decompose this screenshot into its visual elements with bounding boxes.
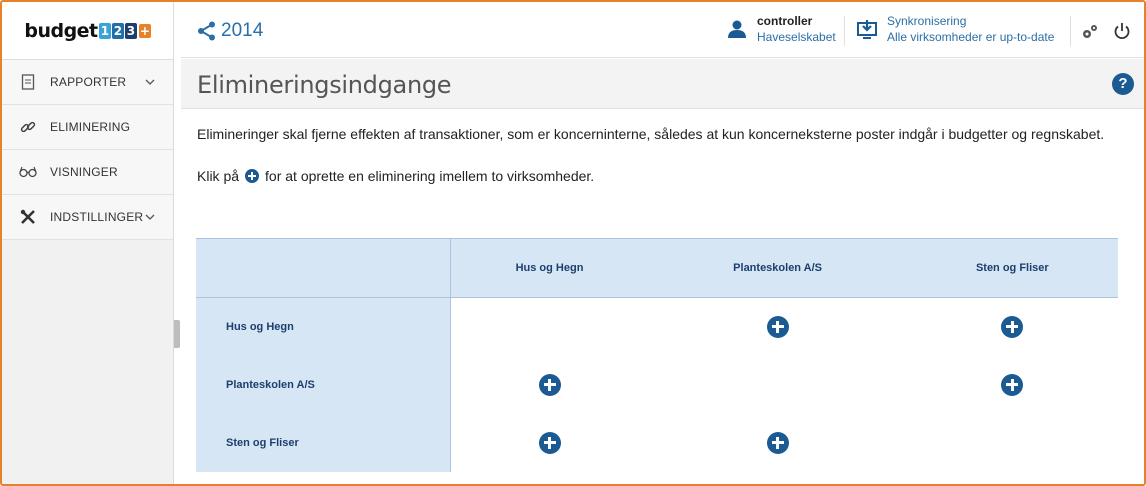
sidebar-item-indstillinger[interactable] bbox=[2, 195, 173, 240]
hint-text-after: for at oprette en eliminering imellem to virksomheder. bbox=[265, 168, 595, 184]
sync-status[interactable] bbox=[857, 14, 1054, 44]
matrix-corner bbox=[196, 239, 450, 298]
tools-icon bbox=[18, 207, 38, 227]
matrix-cell bbox=[649, 298, 907, 356]
logo-word: budget bbox=[24, 19, 98, 42]
page-description: Elimineringer skal fjerne effekten af transaktioner, som er koncerninterne, således at kun koncerneksterne poster indgår i budgetter og regnskabet. bbox=[197, 126, 1105, 142]
matrix-cell bbox=[649, 356, 907, 414]
logo-digit: 2 bbox=[112, 23, 124, 39]
document-icon bbox=[18, 72, 38, 92]
plus-circle-icon bbox=[245, 169, 259, 183]
logo-area[interactable] bbox=[2, 2, 173, 60]
page-header bbox=[181, 59, 1144, 109]
add-elimination-button[interactable] bbox=[767, 432, 789, 454]
sidebar-item-label: RAPPORTER bbox=[50, 75, 127, 89]
user-menu[interactable] bbox=[727, 14, 836, 44]
link-icon bbox=[18, 117, 38, 137]
user-icon bbox=[727, 19, 747, 39]
budget123-logo bbox=[24, 20, 150, 42]
add-elimination-button[interactable] bbox=[767, 316, 789, 338]
power-icon[interactable] bbox=[1113, 22, 1131, 45]
matrix-column-header: Hus og Hegn bbox=[450, 239, 649, 298]
help-icon[interactable]: ? bbox=[1112, 73, 1134, 95]
sync-download-icon bbox=[857, 19, 877, 39]
matrix-cell bbox=[907, 414, 1118, 472]
hint-text-before: Klik på bbox=[197, 168, 240, 184]
matrix-row bbox=[196, 356, 1118, 414]
sidebar-collapse-handle[interactable] bbox=[174, 320, 180, 348]
matrix-cell bbox=[907, 356, 1118, 414]
sync-title: Synkronisering bbox=[887, 14, 967, 28]
matrix-row-header: Hus og Hegn bbox=[196, 298, 450, 356]
page-title: Elimineringsindgange bbox=[197, 71, 452, 99]
matrix-cell bbox=[907, 298, 1118, 356]
matrix-cell bbox=[450, 414, 649, 472]
add-elimination-button[interactable] bbox=[1001, 316, 1023, 338]
main-content bbox=[181, 110, 1144, 484]
year-label: 2014 bbox=[221, 20, 264, 41]
top-bar bbox=[181, 2, 1144, 58]
matrix-column-header: Sten og Fliser bbox=[907, 239, 1118, 298]
matrix-header-row bbox=[196, 239, 1118, 298]
elimination-matrix bbox=[196, 238, 1118, 472]
sidebar-item-label: ELIMINERING bbox=[50, 120, 131, 134]
sidebar-item-visninger[interactable] bbox=[2, 150, 173, 195]
chevron-down-icon bbox=[145, 76, 173, 88]
matrix-cell bbox=[649, 414, 907, 472]
sidebar-item-rapporter[interactable] bbox=[2, 60, 173, 105]
matrix-row-header: Sten og Fliser bbox=[196, 414, 450, 472]
divider bbox=[1070, 16, 1071, 46]
gears-icon[interactable] bbox=[1081, 24, 1099, 45]
share-icon bbox=[197, 21, 217, 41]
glasses-icon bbox=[18, 162, 38, 182]
logo-plus: + bbox=[139, 23, 150, 38]
sidebar-item-label: INDSTILLINGER bbox=[50, 210, 144, 224]
sidebar bbox=[2, 2, 174, 486]
add-elimination-button[interactable] bbox=[1001, 374, 1023, 396]
matrix-cell bbox=[450, 298, 649, 356]
sidebar-item-eliminering[interactable] bbox=[2, 105, 173, 150]
add-elimination-button[interactable] bbox=[539, 374, 561, 396]
matrix-row bbox=[196, 298, 1118, 356]
year-selector[interactable] bbox=[197, 20, 263, 42]
page-hint bbox=[197, 168, 594, 184]
matrix-row-header: Planteskolen A/S bbox=[196, 356, 450, 414]
matrix-column-header: Planteskolen A/S bbox=[649, 239, 907, 298]
matrix-row bbox=[196, 414, 1118, 472]
add-elimination-button[interactable] bbox=[539, 432, 561, 454]
chevron-down-icon bbox=[145, 211, 173, 223]
user-name: controller bbox=[757, 14, 813, 28]
company-link[interactable]: Haveselskabet bbox=[757, 30, 836, 44]
logo-digits bbox=[99, 23, 138, 39]
sync-status-text: Alle virksomheder er up-to-date bbox=[887, 30, 1055, 44]
matrix-cell bbox=[450, 356, 649, 414]
sidebar-item-label: VISNINGER bbox=[50, 165, 118, 179]
logo-digit: 1 bbox=[99, 23, 111, 39]
divider bbox=[844, 16, 845, 46]
logo-digit: 3 bbox=[125, 23, 137, 39]
